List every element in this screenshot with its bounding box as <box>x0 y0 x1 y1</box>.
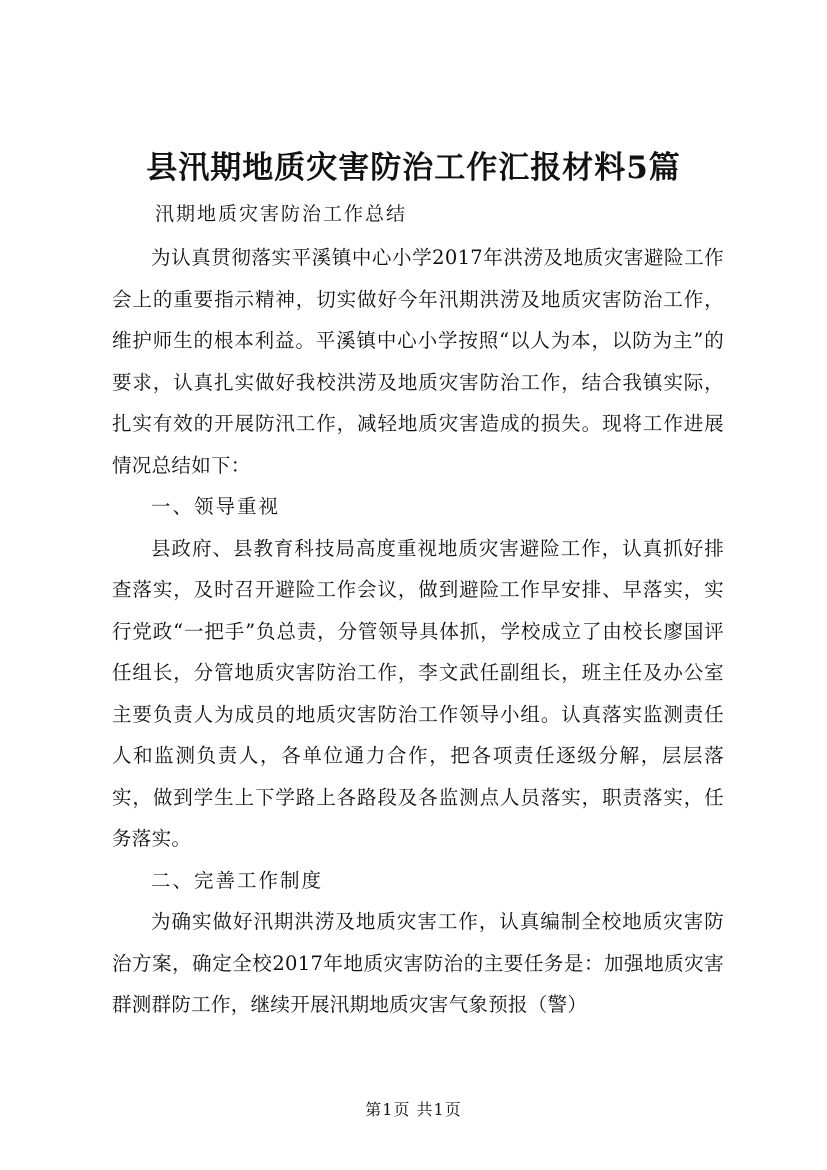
paragraph-system: 为确实做好汛期洪涝及地质灾害工作，认真编制全校地质灾害防治方案，确定全校2017年地质灾害防治的主要任务是：加强地质灾害群测群防工作，继续开展汛期地质灾害气象预报（警） <box>112 910 724 1016</box>
section-heading-system: 二、完善工作制度 <box>151 868 324 892</box>
document-title: 县汛期地质灾害防治工作汇报材料5篇 <box>146 150 681 186</box>
document-subtitle: 汛期地质灾害防治工作总结 <box>155 203 408 225</box>
document-body <box>112 237 724 1026</box>
section-heading-leadership: 一、领导重视 <box>151 495 281 518</box>
paragraph-intro: 为认真贯彻落实平溪镇中心小学2017年洪涝及地质灾害避险工作会上的重要指示精神，切实做好今年汛期洪涝及地质灾害防治工作，维护师生的根本利益。平溪镇中心小学按照“以人为本，以防为主”的要求，认真扎实做好我校洪涝及地质灾害防治工作，结合我镇实际，扎实有效的开展防汛工作，减轻地质灾害造成的损失。现将工作进展情况总结如下： <box>112 246 724 477</box>
paragraph-leadership: 县政府、县教育科技局高度重视地质灾害避险工作，认真抓好排查落实，及时召开避险工作会议，做到避险工作早安排、早落实，实行党政“一把手”负总责，分管领导具体抓，学校成立了由校长廖国评任组长，分管地质灾害防治工作，李文武任副组长，班主任及办公室主要负责人为成员的地质灾害防治工作领导小组。认真落实监测责任人和监测负责人，各单位通力合作，把各项责任逐级分解，层层落实，做到学生上下学路上各路段及各监测点人员落实，职责落实，任务落实。 <box>112 536 724 850</box>
page-footer: 第1页 共1页 <box>365 1100 462 1119</box>
